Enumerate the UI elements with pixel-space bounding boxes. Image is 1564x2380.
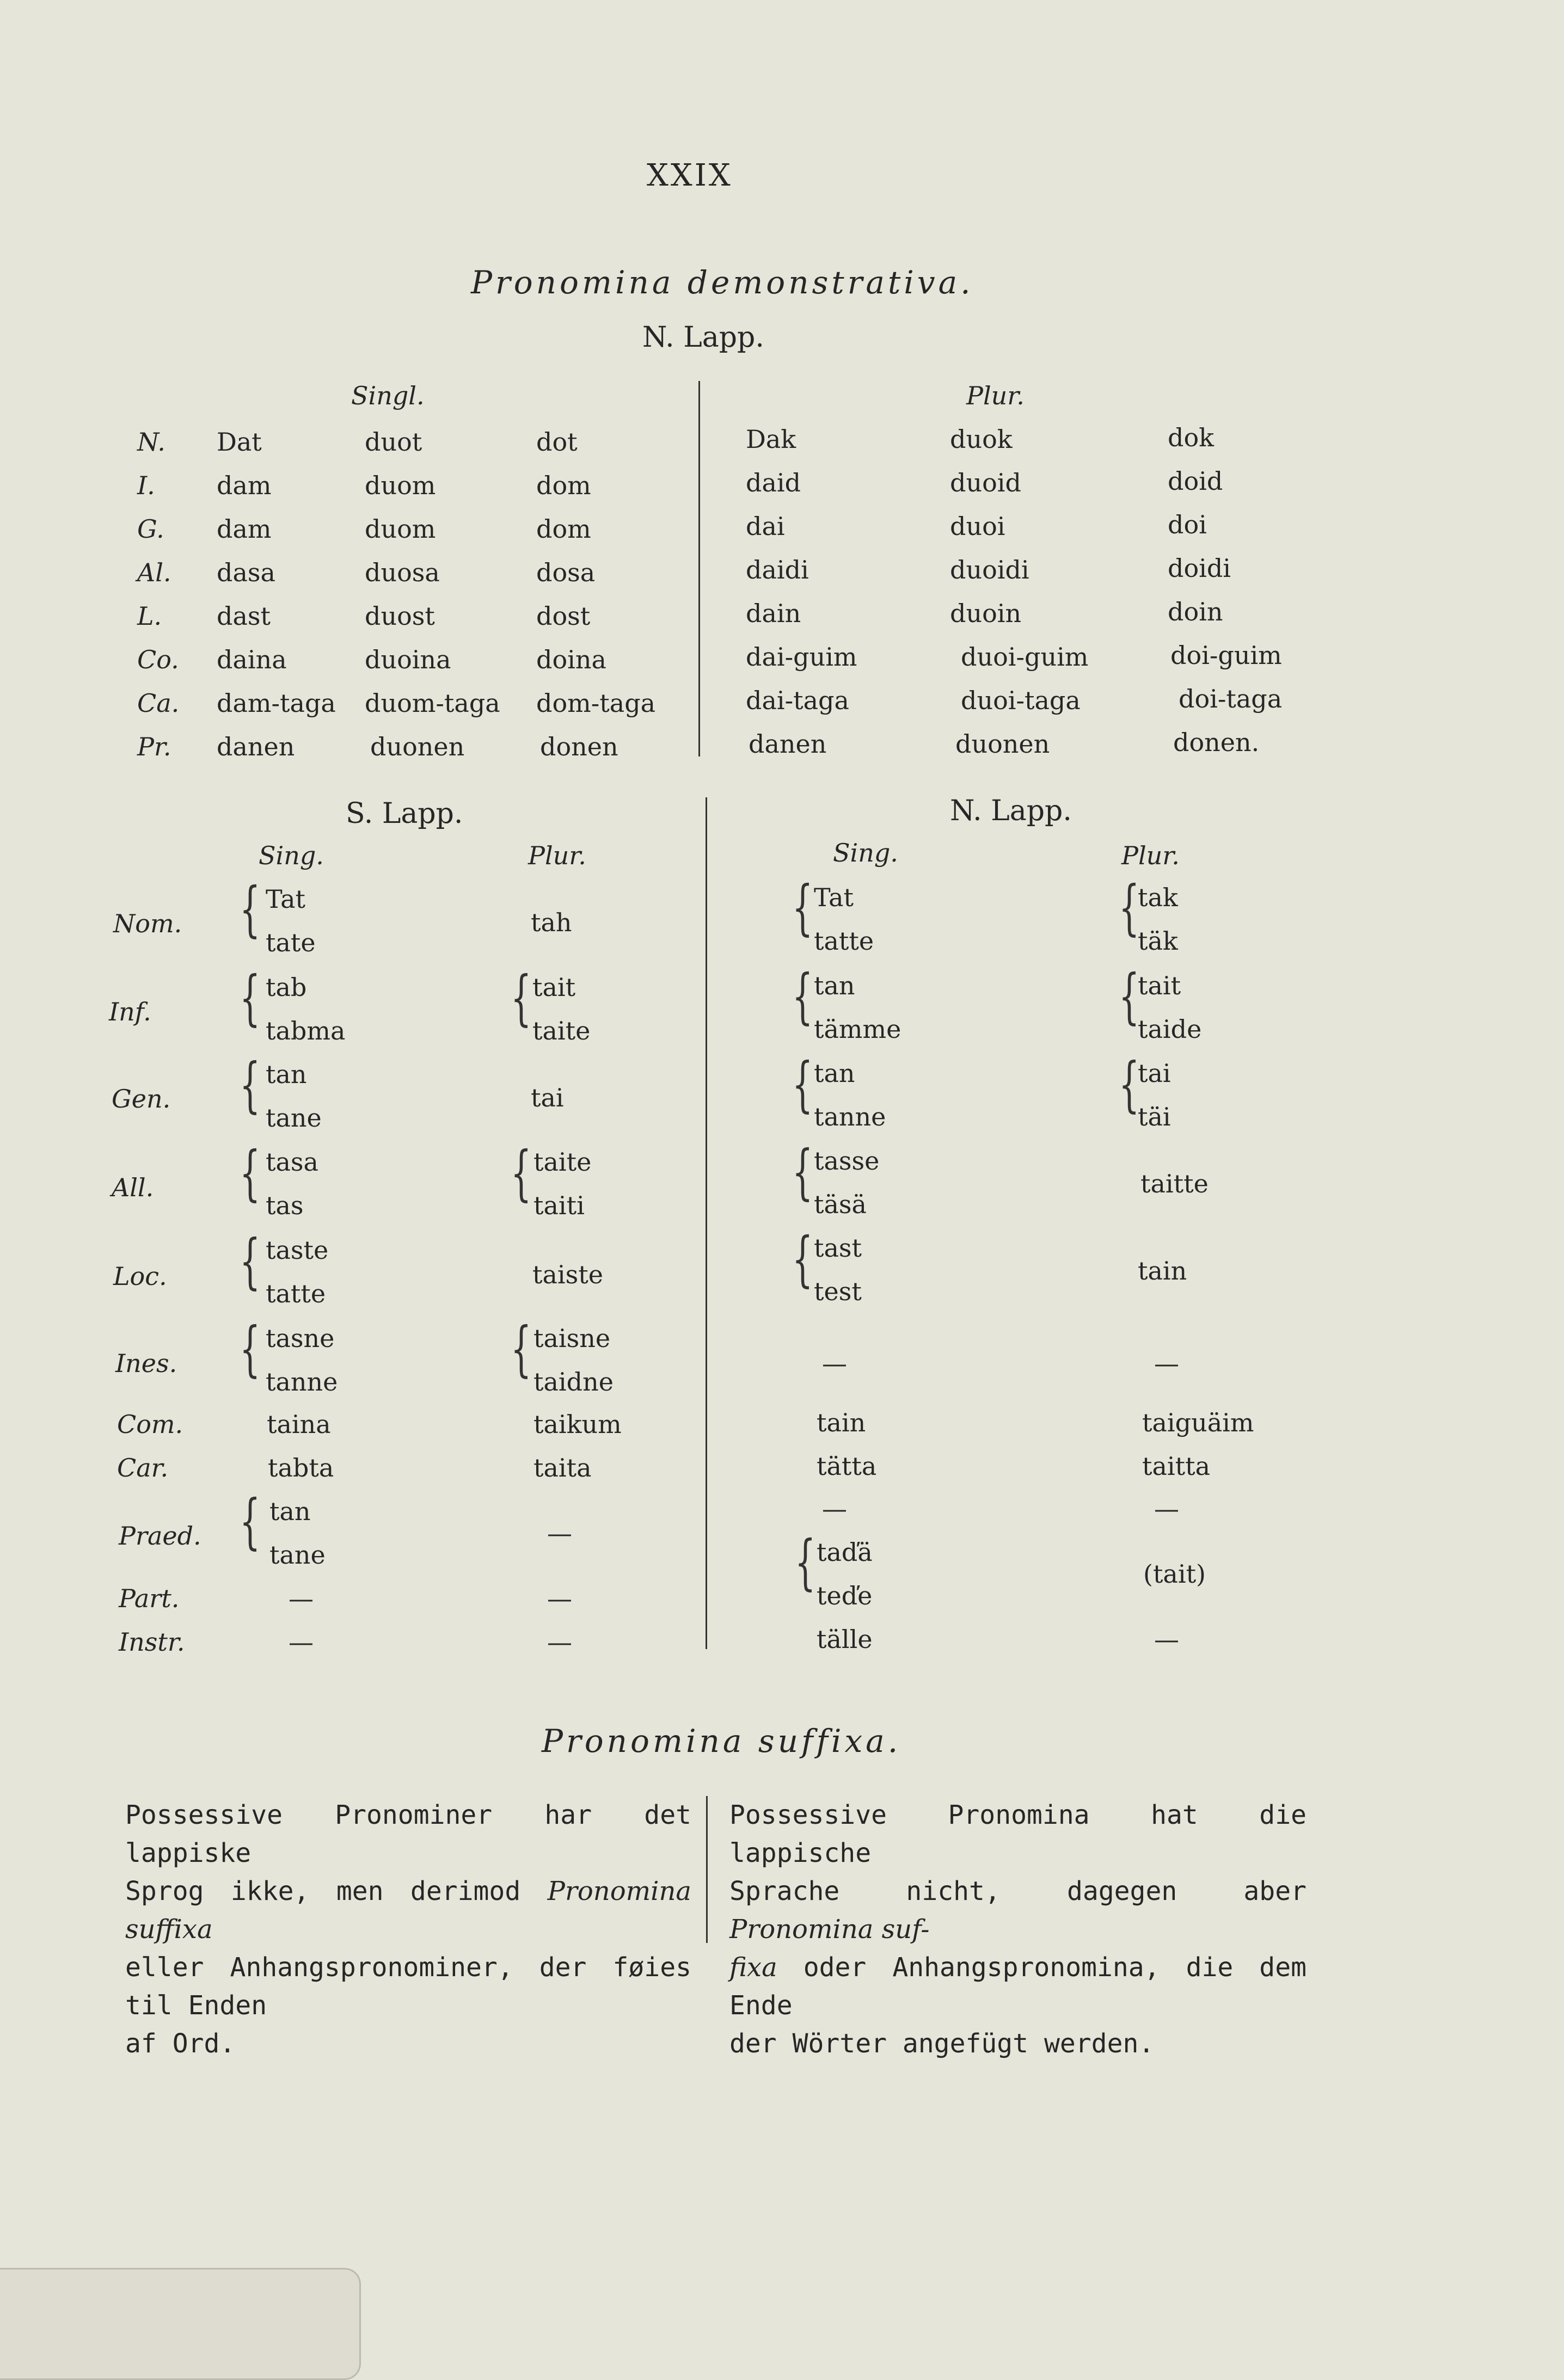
sing-heading-n: Sing. (833, 838, 898, 868)
table-cell: duoi (950, 512, 1005, 541)
paper-tab (0, 2268, 361, 2380)
table-cell: taidne (533, 1367, 614, 1397)
text-line: Possessive Pronomina hat die lappische (729, 1800, 1307, 1868)
empty-dash: — (1154, 1494, 1179, 1523)
section-title-demonstrativa: Pronomina demonstrativa. (471, 264, 974, 301)
table-cell: doid (1168, 466, 1223, 496)
table-cell: dast (217, 601, 271, 631)
table-cell: tab (266, 973, 307, 1002)
table-cell: duoi-taga (961, 686, 1081, 715)
empty-dash: — (547, 1584, 572, 1613)
table-cell: (tait) (1143, 1559, 1206, 1589)
table-cell: tait (1138, 971, 1181, 1000)
table-cell: duonen (370, 732, 465, 761)
table-cell: taitta (1142, 1452, 1211, 1481)
table-cell: Tat (266, 884, 306, 914)
paragraph-german (729, 1796, 1307, 2063)
case-label-praed: Praed. (119, 1521, 201, 1551)
n-lapp-heading-2: N. Lapp. (950, 795, 1072, 827)
table-cell: dam (217, 514, 272, 544)
table-cell: tälle (817, 1625, 873, 1654)
table-cell: taiti (533, 1191, 585, 1220)
table-cell: duoina (365, 645, 451, 674)
table-cell: tain (1138, 1256, 1187, 1286)
text-run: Sprache nicht, dagegen aber (729, 1876, 1307, 1907)
text-run-italic: Pronomina suf- (729, 1914, 930, 1945)
text-line: af Ord. (125, 2028, 236, 2059)
table-cell: tain (817, 1408, 866, 1437)
empty-dash: — (822, 1494, 847, 1523)
table-cell: taďä (817, 1538, 873, 1567)
table-cell: duoidi (950, 555, 1029, 585)
text-run: oder Anhangspronomina, die dem Ende (729, 1952, 1307, 2021)
text-line: der Wörter angefügt werden. (729, 2028, 1155, 2059)
case-label-all: All. (112, 1173, 154, 1202)
column-divider (698, 381, 700, 757)
table-cell: duosa (365, 558, 440, 587)
plur-heading-s: Plur. (528, 841, 586, 870)
brace: { (240, 1050, 261, 1120)
column-divider-3 (706, 1796, 708, 1943)
table-cell: dost (536, 601, 591, 631)
empty-dash: — (289, 1584, 314, 1613)
table-cell: taste (266, 1235, 329, 1265)
table-cell: duonen (955, 729, 1050, 759)
empty-dash: — (547, 1518, 572, 1548)
table-cell: doi-taga (1179, 684, 1283, 714)
table-cell: duot (365, 427, 422, 457)
case-label-ines: Ines. (115, 1349, 177, 1378)
table-cell: dok (1168, 423, 1215, 452)
brace: { (792, 1049, 813, 1119)
case-label-gen: Gen. (112, 1084, 171, 1114)
brace: { (1119, 872, 1140, 942)
brace: { (792, 961, 813, 1031)
brace: { (511, 1314, 532, 1383)
brace: { (240, 1314, 261, 1383)
case-label-car: Car. (117, 1453, 169, 1483)
brace: { (1119, 1049, 1140, 1119)
table-cell: tak (1138, 883, 1178, 912)
text-run-italic: Pronomina suffixa (125, 1876, 691, 1945)
column-divider-2 (706, 797, 707, 1649)
table-cell: dom (536, 471, 591, 500)
table-cell: tast (814, 1233, 862, 1263)
table-cell: duom (365, 471, 436, 500)
table-cell: tah (531, 908, 572, 937)
table-cell: Tat (814, 883, 854, 912)
table-cell: Dat (217, 427, 262, 457)
table-cell: tas (266, 1191, 304, 1220)
s-lapp-heading: S. Lapp. (346, 797, 463, 830)
brace: { (795, 1527, 816, 1597)
case-label: Ca. (137, 688, 180, 718)
table-cell: tasne (266, 1324, 335, 1353)
text-line (729, 1948, 1307, 2025)
table-cell: dom-taga (536, 688, 656, 718)
brace: { (511, 1138, 532, 1208)
case-label-nom: Nom. (113, 909, 182, 938)
table-cell: dam-taga (217, 688, 336, 718)
table-cell: taiste (532, 1260, 603, 1289)
table-cell: doina (536, 645, 606, 674)
section-title-suffixa: Pronomina suffixa. (542, 1723, 901, 1760)
empty-dash: — (822, 1349, 847, 1378)
table-cell: doi-guim (1170, 641, 1282, 670)
table-cell: dosa (536, 558, 596, 587)
table-cell: duom (365, 514, 436, 544)
table-cell: Dak (746, 425, 796, 454)
table-cell: taitte (1140, 1169, 1209, 1198)
table-cell: tabma (266, 1016, 346, 1046)
sing-heading-s: Sing. (259, 841, 324, 870)
brace: { (240, 1486, 261, 1556)
table-cell: dai-guim (746, 642, 857, 672)
text-line (125, 1872, 691, 1948)
table-cell: tan (269, 1497, 311, 1526)
table-cell: teďe (817, 1581, 873, 1610)
table-cell: taina (267, 1410, 331, 1439)
brace: { (240, 874, 261, 944)
table-cell: tasse (814, 1146, 880, 1176)
table-cell: tait (532, 973, 576, 1002)
case-label: Pr. (137, 732, 171, 761)
table-cell: tai (1138, 1059, 1171, 1088)
case-label-instr: Instr. (119, 1627, 185, 1657)
case-label: G. (137, 514, 164, 544)
table-cell: duost (365, 601, 435, 631)
case-label: N. (137, 427, 165, 457)
empty-dash: — (547, 1627, 572, 1657)
table-cell: taisne (533, 1324, 611, 1353)
paragraph-danish (125, 1796, 691, 2063)
table-cell: taite (533, 1147, 592, 1177)
case-label: L. (137, 601, 162, 631)
brace: { (240, 963, 261, 1032)
table-cell: täk (1138, 926, 1178, 956)
table-cell: tan (814, 971, 855, 1000)
table-cell: taita (533, 1453, 592, 1483)
table-cell: dain (746, 599, 801, 628)
table-cell: test (814, 1277, 862, 1306)
plur-heading: Plur. (966, 381, 1025, 410)
table-cell: tanne (814, 1102, 886, 1131)
table-cell: doin (1168, 597, 1223, 626)
table-cell: tan (814, 1059, 855, 1088)
page-number: XXIX (647, 158, 733, 193)
case-label-inf: Inf. (109, 997, 151, 1026)
table-cell: daidi (746, 555, 809, 585)
brace: { (511, 963, 532, 1032)
table-cell: taikum (533, 1410, 622, 1439)
empty-dash: — (289, 1627, 314, 1657)
brace: { (240, 1226, 261, 1296)
table-cell: doidi (1168, 554, 1231, 583)
text-run: Sprog ikke, men derimod (125, 1876, 548, 1907)
table-cell: dai (746, 512, 785, 541)
table-cell: tätta (817, 1452, 877, 1481)
empty-dash: — (1154, 1349, 1179, 1378)
table-cell: dom (536, 514, 591, 544)
case-label: Co. (137, 645, 179, 674)
table-cell: duoin (950, 599, 1022, 628)
table-cell: tämme (814, 1014, 901, 1044)
table-cell: tane (266, 1103, 322, 1133)
table-cell: donen (540, 732, 618, 761)
table-cell: tanne (266, 1367, 338, 1397)
brace: { (792, 1137, 813, 1207)
n-lapp-heading: N. Lapp. (642, 321, 764, 354)
case-label: Al. (137, 558, 171, 587)
table-cell: tatte (814, 926, 874, 956)
table-cell: tasa (266, 1147, 318, 1177)
table-cell: danen (217, 732, 295, 761)
table-cell: tane (269, 1540, 326, 1570)
table-cell: danen (749, 729, 827, 759)
table-cell: duoid (950, 468, 1021, 497)
table-cell: dasa (217, 558, 275, 587)
brace: { (240, 1138, 261, 1208)
table-cell: daid (746, 468, 801, 497)
table-cell: dam (217, 471, 272, 500)
text-line: Possessive Pronominer har det lappiske (125, 1800, 691, 1868)
table-cell: duom-taga (365, 688, 500, 718)
table-cell: tate (266, 928, 316, 957)
case-label-com: Com. (117, 1410, 183, 1439)
table-cell: taite (532, 1016, 591, 1046)
plur-heading-n: Plur. (1121, 841, 1180, 870)
table-cell: taide (1138, 1014, 1202, 1044)
case-label-loc: Loc. (113, 1262, 167, 1291)
text-line (729, 1872, 1307, 1948)
table-cell: täsä (814, 1190, 867, 1219)
text-line: eller Anhangspronominer, der føies til Enden (125, 1952, 691, 2021)
table-cell: duoi-guim (961, 642, 1089, 672)
text-run-italic: fixa (729, 1952, 777, 1983)
brace: { (792, 1224, 813, 1294)
singl-heading: Singl. (351, 381, 425, 410)
table-cell: tai (531, 1083, 564, 1112)
table-cell: dot (536, 427, 578, 457)
table-cell: tatte (266, 1279, 326, 1308)
table-cell: duok (950, 425, 1013, 454)
case-label: I. (137, 471, 155, 500)
table-cell: tabta (268, 1453, 334, 1483)
table-cell: daina (217, 645, 287, 674)
table-cell: tan (266, 1060, 307, 1089)
brace: { (1119, 961, 1140, 1031)
table-cell: täi (1138, 1102, 1171, 1131)
table-cell: dai-taga (746, 686, 849, 715)
table-cell: doi (1168, 510, 1207, 539)
empty-dash: — (1154, 1625, 1179, 1654)
table-cell: taiguäim (1142, 1408, 1254, 1437)
brace: { (792, 872, 813, 942)
case-label-part: Part. (119, 1584, 180, 1613)
table-cell: donen. (1173, 728, 1260, 757)
